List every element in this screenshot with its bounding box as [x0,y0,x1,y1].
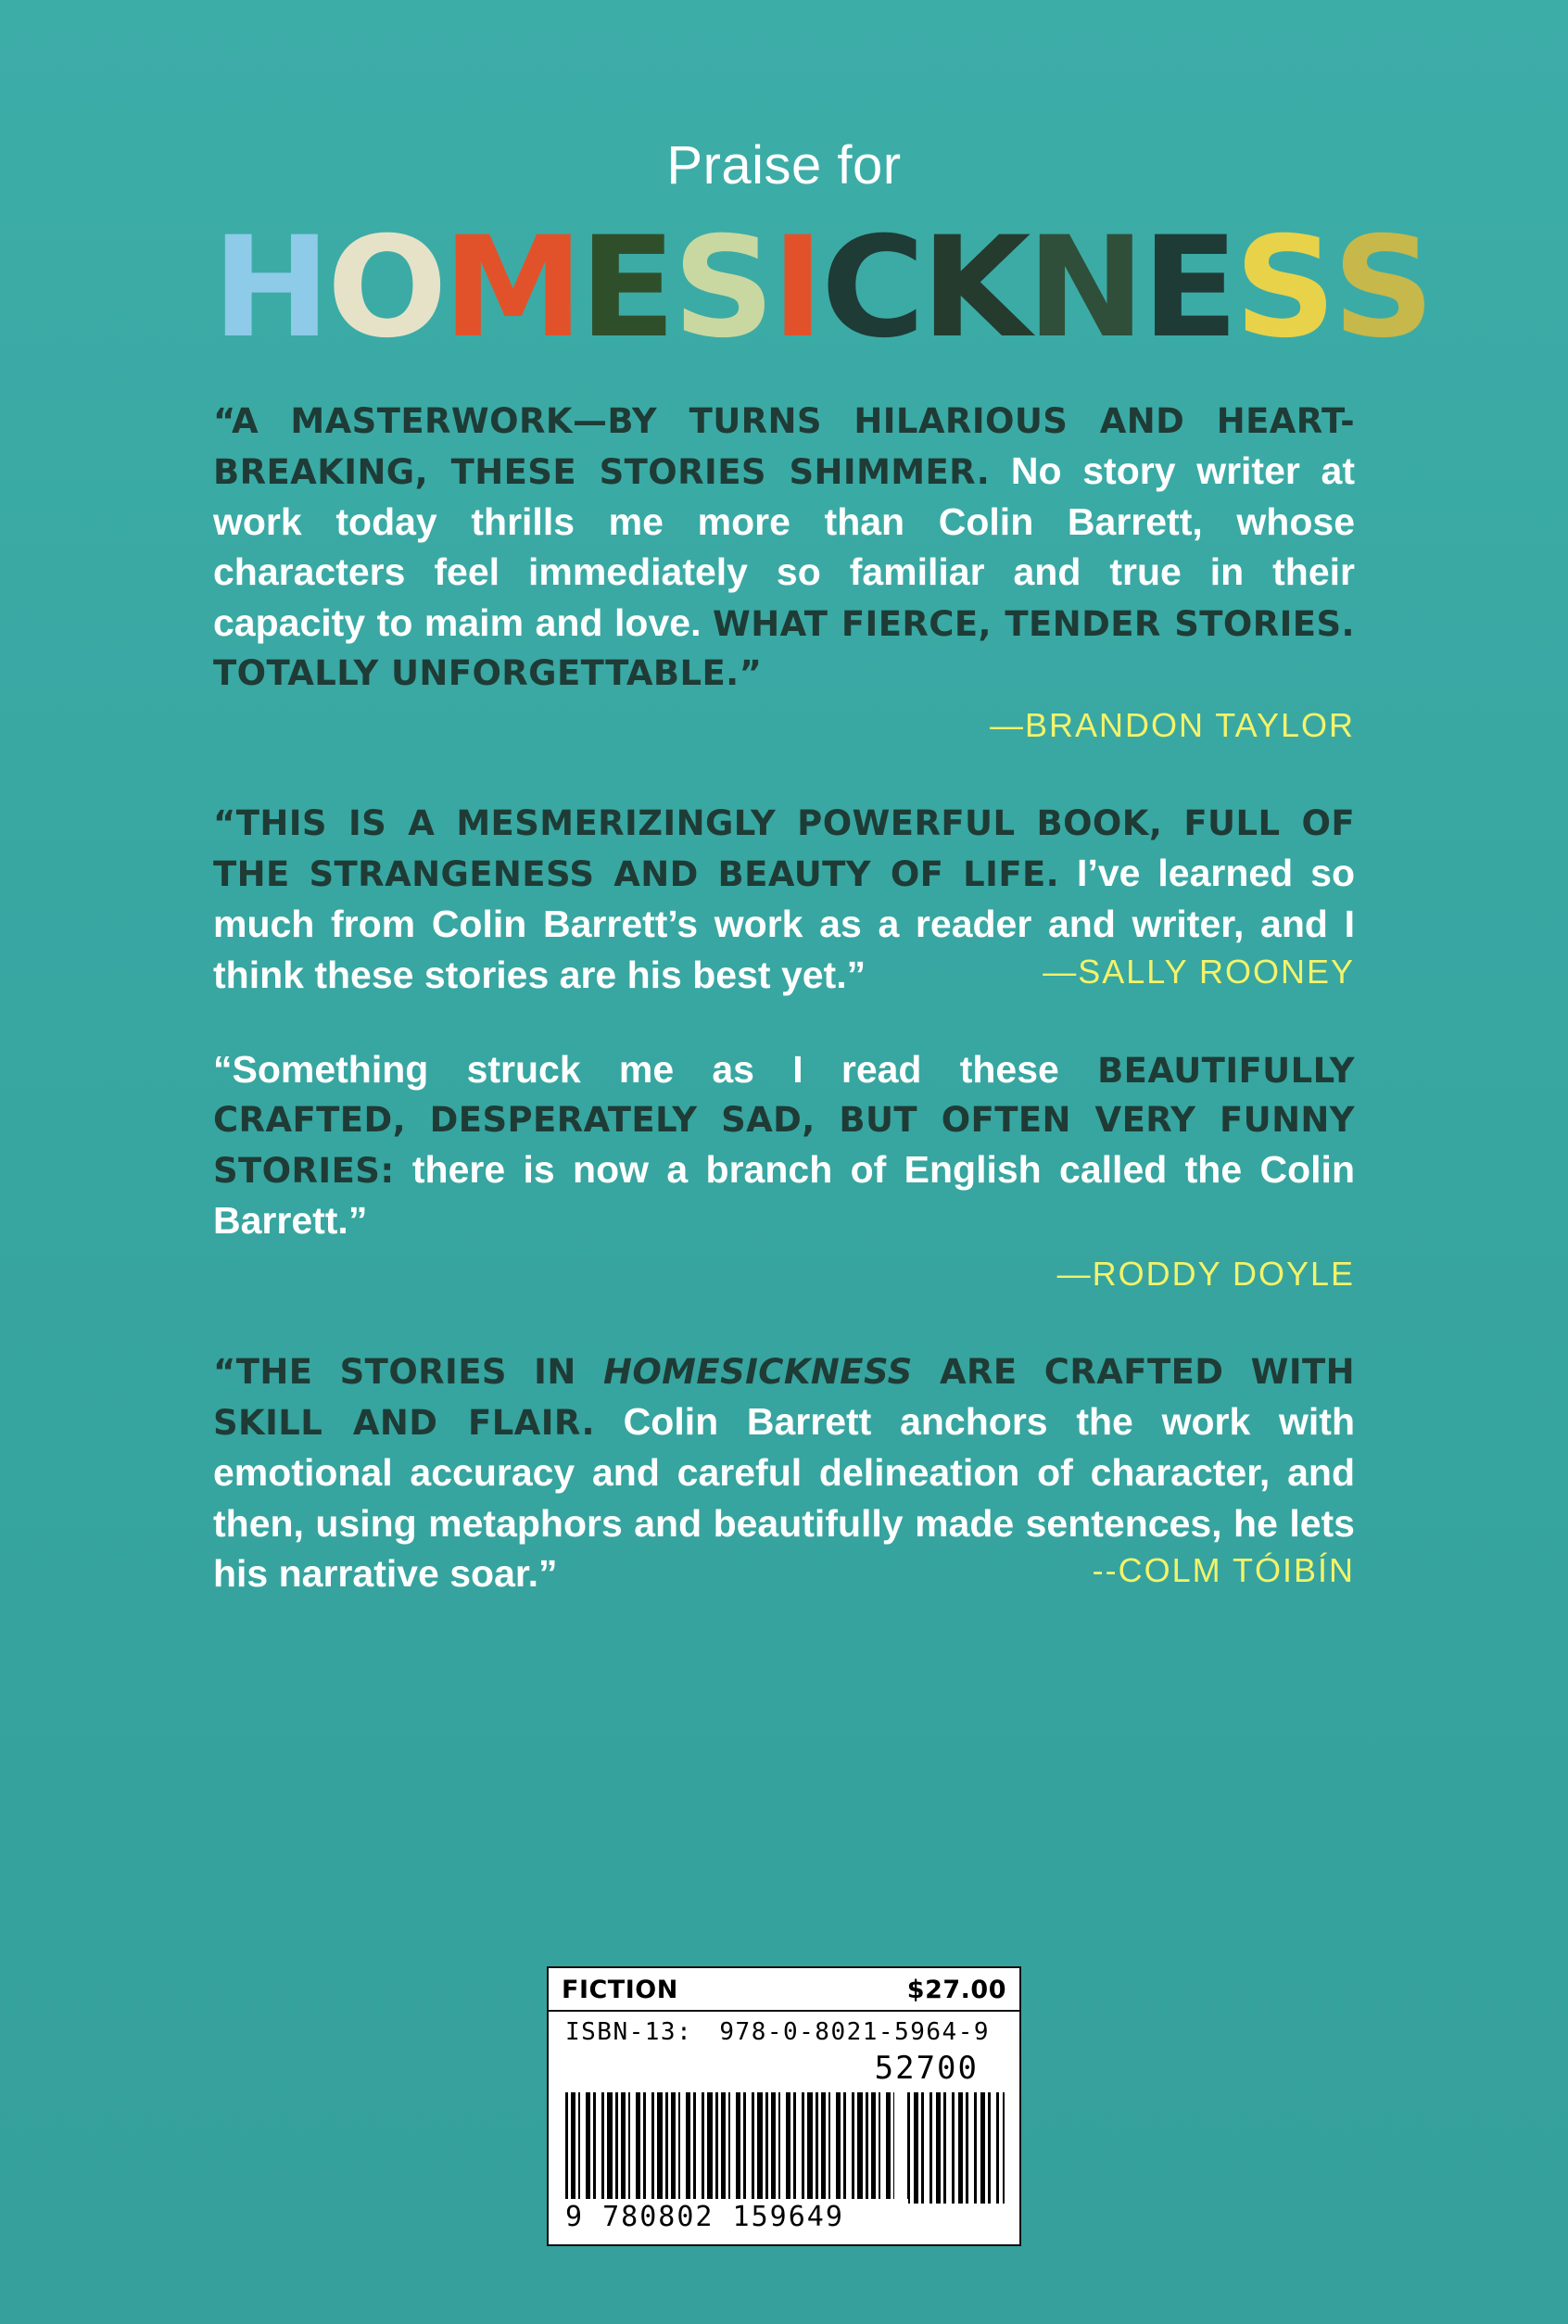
title-letter-n-8: N [1026,208,1144,369]
blurb-attribution: —RODDY DOYLE [1056,1254,1355,1293]
barcode-block [547,1966,1021,2246]
blurb-caps-mid: BEAUTIFULLY CRAFTED, DESPERATELY SAD, BUT OFTEN VERY FUNNY STORIES: [213,1051,1355,1192]
title-letter-m-2: M [442,208,582,369]
category-label: FICTION [562,1976,678,2004]
isbn-label: ISBN-13: [565,2018,693,2046]
title-letter-e-9: E [1141,208,1237,369]
blurb-caps-tail: WHAT FIERCE, TENDER STORIES. TOTALLY UNFORGETTABLE.” [213,604,1355,693]
blurb-body: Colin Barrett anchors the work with emotional accuracy and careful delineation of character, and then, using metaphors and beautifully made sentences, he lets his narrative soar.” [213,1399,1355,1596]
title-letter-s-10: S [1233,208,1335,369]
title-letter-i-5: I [771,208,823,369]
title-letter-s-11: S [1333,208,1434,369]
title-letter-c-6: C [820,208,923,369]
blurb-caps-title: HOMESICKNESS [602,1352,913,1393]
barcode-header-row [549,1968,1019,2012]
blurb-body: there is now a branch of English called the Colin Barrett.” [213,1148,1355,1242]
blurb-caps-lead: “THIS IS A MESMERIZINGLY POWERFUL BOOK, FULL OF THE STRANGENESS AND BEAUTY OF LIFE. [213,803,1355,895]
title-letter-k-7: K [920,208,1030,369]
praise-for-label: Praise for [666,135,902,196]
isbn-value: 978-0-8021-5964-9 [719,2018,990,2046]
blurb-attribution: —BRANDON TAYLOR [989,705,1355,744]
blurb-list [213,397,1355,1599]
price-code: 52700 [874,2050,979,2087]
blurb-attribution: --COLM TÓIBÍN [1092,1551,1355,1590]
title-letter-h-0: H [211,208,329,369]
blurb-brandon-taylor [213,397,1355,747]
blurb-caps-lead-b: ARE CRAFTED WITH SKILL AND FLAIR. [213,1352,1355,1443]
blurb-attribution: —SALLY ROONEY [1043,952,1355,991]
blurb-body: No story writer at work today thrills me more than Colin Barrett, whose characters feel immediately so familiar and true in their capacity to maim and love. [213,448,1355,645]
title-letter-e-3: E [579,208,675,369]
blurb-colm-toibin [213,1347,1355,1599]
title-letter-o-1: O [326,208,446,369]
isbn-row [549,2012,1019,2050]
blurb-caps-lead: “A MASTERWORK—BY TURNS HILARIOUS AND HEART-BREAKING, THESE STORIES SHIMMER. [213,401,1355,492]
blurb-caps-lead: “THE STORIES IN [213,1352,603,1393]
title-letter-s-4: S [672,208,773,369]
ean5-addon-bars [907,2092,1005,2204]
blurb-roddy-doyle [213,1044,1355,1295]
price-label: $27.00 [906,1976,1006,2004]
blurb-body-pre: “Something struck me as I read these [213,1048,1098,1092]
blurb-sally-rooney [213,799,1355,1000]
blurb-body: I’ve learned so much from Colin Barrett’s work as a reader and writer, and I think these stories are his best yet.” [213,852,1355,996]
barcode-bars [565,2092,1010,2231]
book-title [211,208,1434,369]
ean-digits: 9 780802 159649 [565,2199,908,2233]
